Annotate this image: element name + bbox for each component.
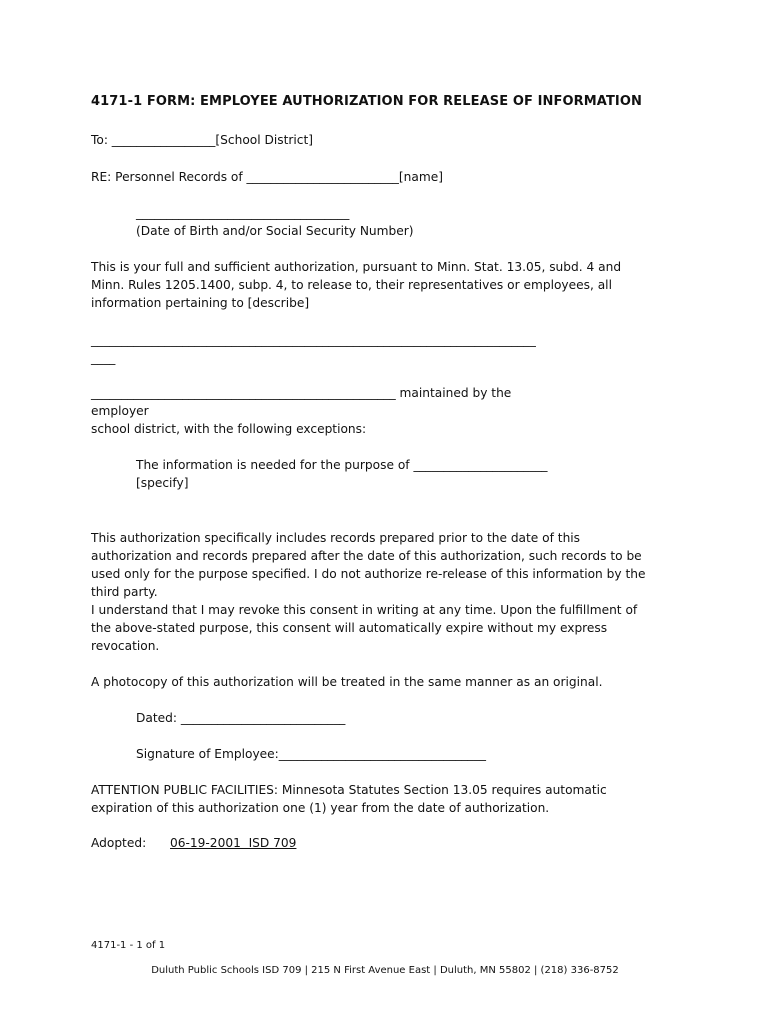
adopted-value: 06-19-2001 ISD 709 <box>170 836 297 850</box>
dated-line: Dated: ___________________________ <box>136 711 346 725</box>
to-line: To: _________________[School District] <box>91 133 314 147</box>
includes-para-line-3: used only for the purpose specified. I do not authorize re-release of this information by the <box>91 567 646 581</box>
auth-para-line-3: information pertaining to [describe] <box>91 296 310 310</box>
auth-para-line-1: This is your full and sufficient authorization, pursuant to Minn. Stat. 13.05, subd. 4 and <box>91 260 622 274</box>
purpose-line-2: [specify] <box>136 476 189 490</box>
includes-para-line-1: This authorization specifically includes records prepared prior to the date of this <box>91 531 581 545</box>
signature-line: Signature of Employee:__________________________________ <box>136 747 486 761</box>
purpose-line-1: The information is needed for the purpose of ______________________ <box>136 458 548 472</box>
page-number: 4171-1 - 1 of 1 <box>91 940 166 951</box>
school-district-line: school district, with the following exceptions: <box>91 422 367 436</box>
re-line: RE: Personnel Records of _________________________[name] <box>91 170 443 184</box>
footer-address: Duluth Public Schools ISD 709 | 215 N First Avenue East | Duluth, MN 55802 | (218) 336-8752 <box>151 965 619 976</box>
dob-blank: ___________________________________ <box>136 206 350 220</box>
includes-para-line-4: third party. <box>91 585 158 599</box>
attention-para-line-1: ATTENTION PUBLIC FACILITIES: Minnesota Statutes Section 13.05 requires automatic <box>91 783 607 797</box>
describe-blank-1: _________________________________________________________________________ <box>91 333 536 347</box>
describe-blank-2: ____ <box>91 351 116 365</box>
includes-para-line-5: I understand that I may revoke this consent in writing at any time. Upon the fulfillment of <box>91 603 638 617</box>
includes-para-line-2: authorization and records prepared after the date of this authorization, such records to be <box>91 549 642 563</box>
adopted-label: Adopted: <box>91 836 147 850</box>
includes-para-line-7: revocation. <box>91 639 160 653</box>
auth-para-line-2: Minn. Rules 1205.1400, subp. 4, to release to, their representatives or employees, all <box>91 278 612 292</box>
attention-para-line-2: expiration of this authorization one (1) year from the date of authorization. <box>91 801 550 815</box>
employer-line: employer <box>91 404 149 418</box>
includes-para-line-6: the above-stated purpose, this consent will automatically expire without my express <box>91 621 608 635</box>
form-title: 4171-1 FORM: EMPLOYEE AUTHORIZATION FOR RELEASE OF INFORMATION <box>91 94 642 109</box>
dob-label: (Date of Birth and/or Social Security Number) <box>136 224 414 238</box>
photocopy-line: A photocopy of this authorization will be treated in the same manner as an original. <box>91 675 603 689</box>
maintained-line: __________________________________________________ maintained by the <box>91 386 512 400</box>
